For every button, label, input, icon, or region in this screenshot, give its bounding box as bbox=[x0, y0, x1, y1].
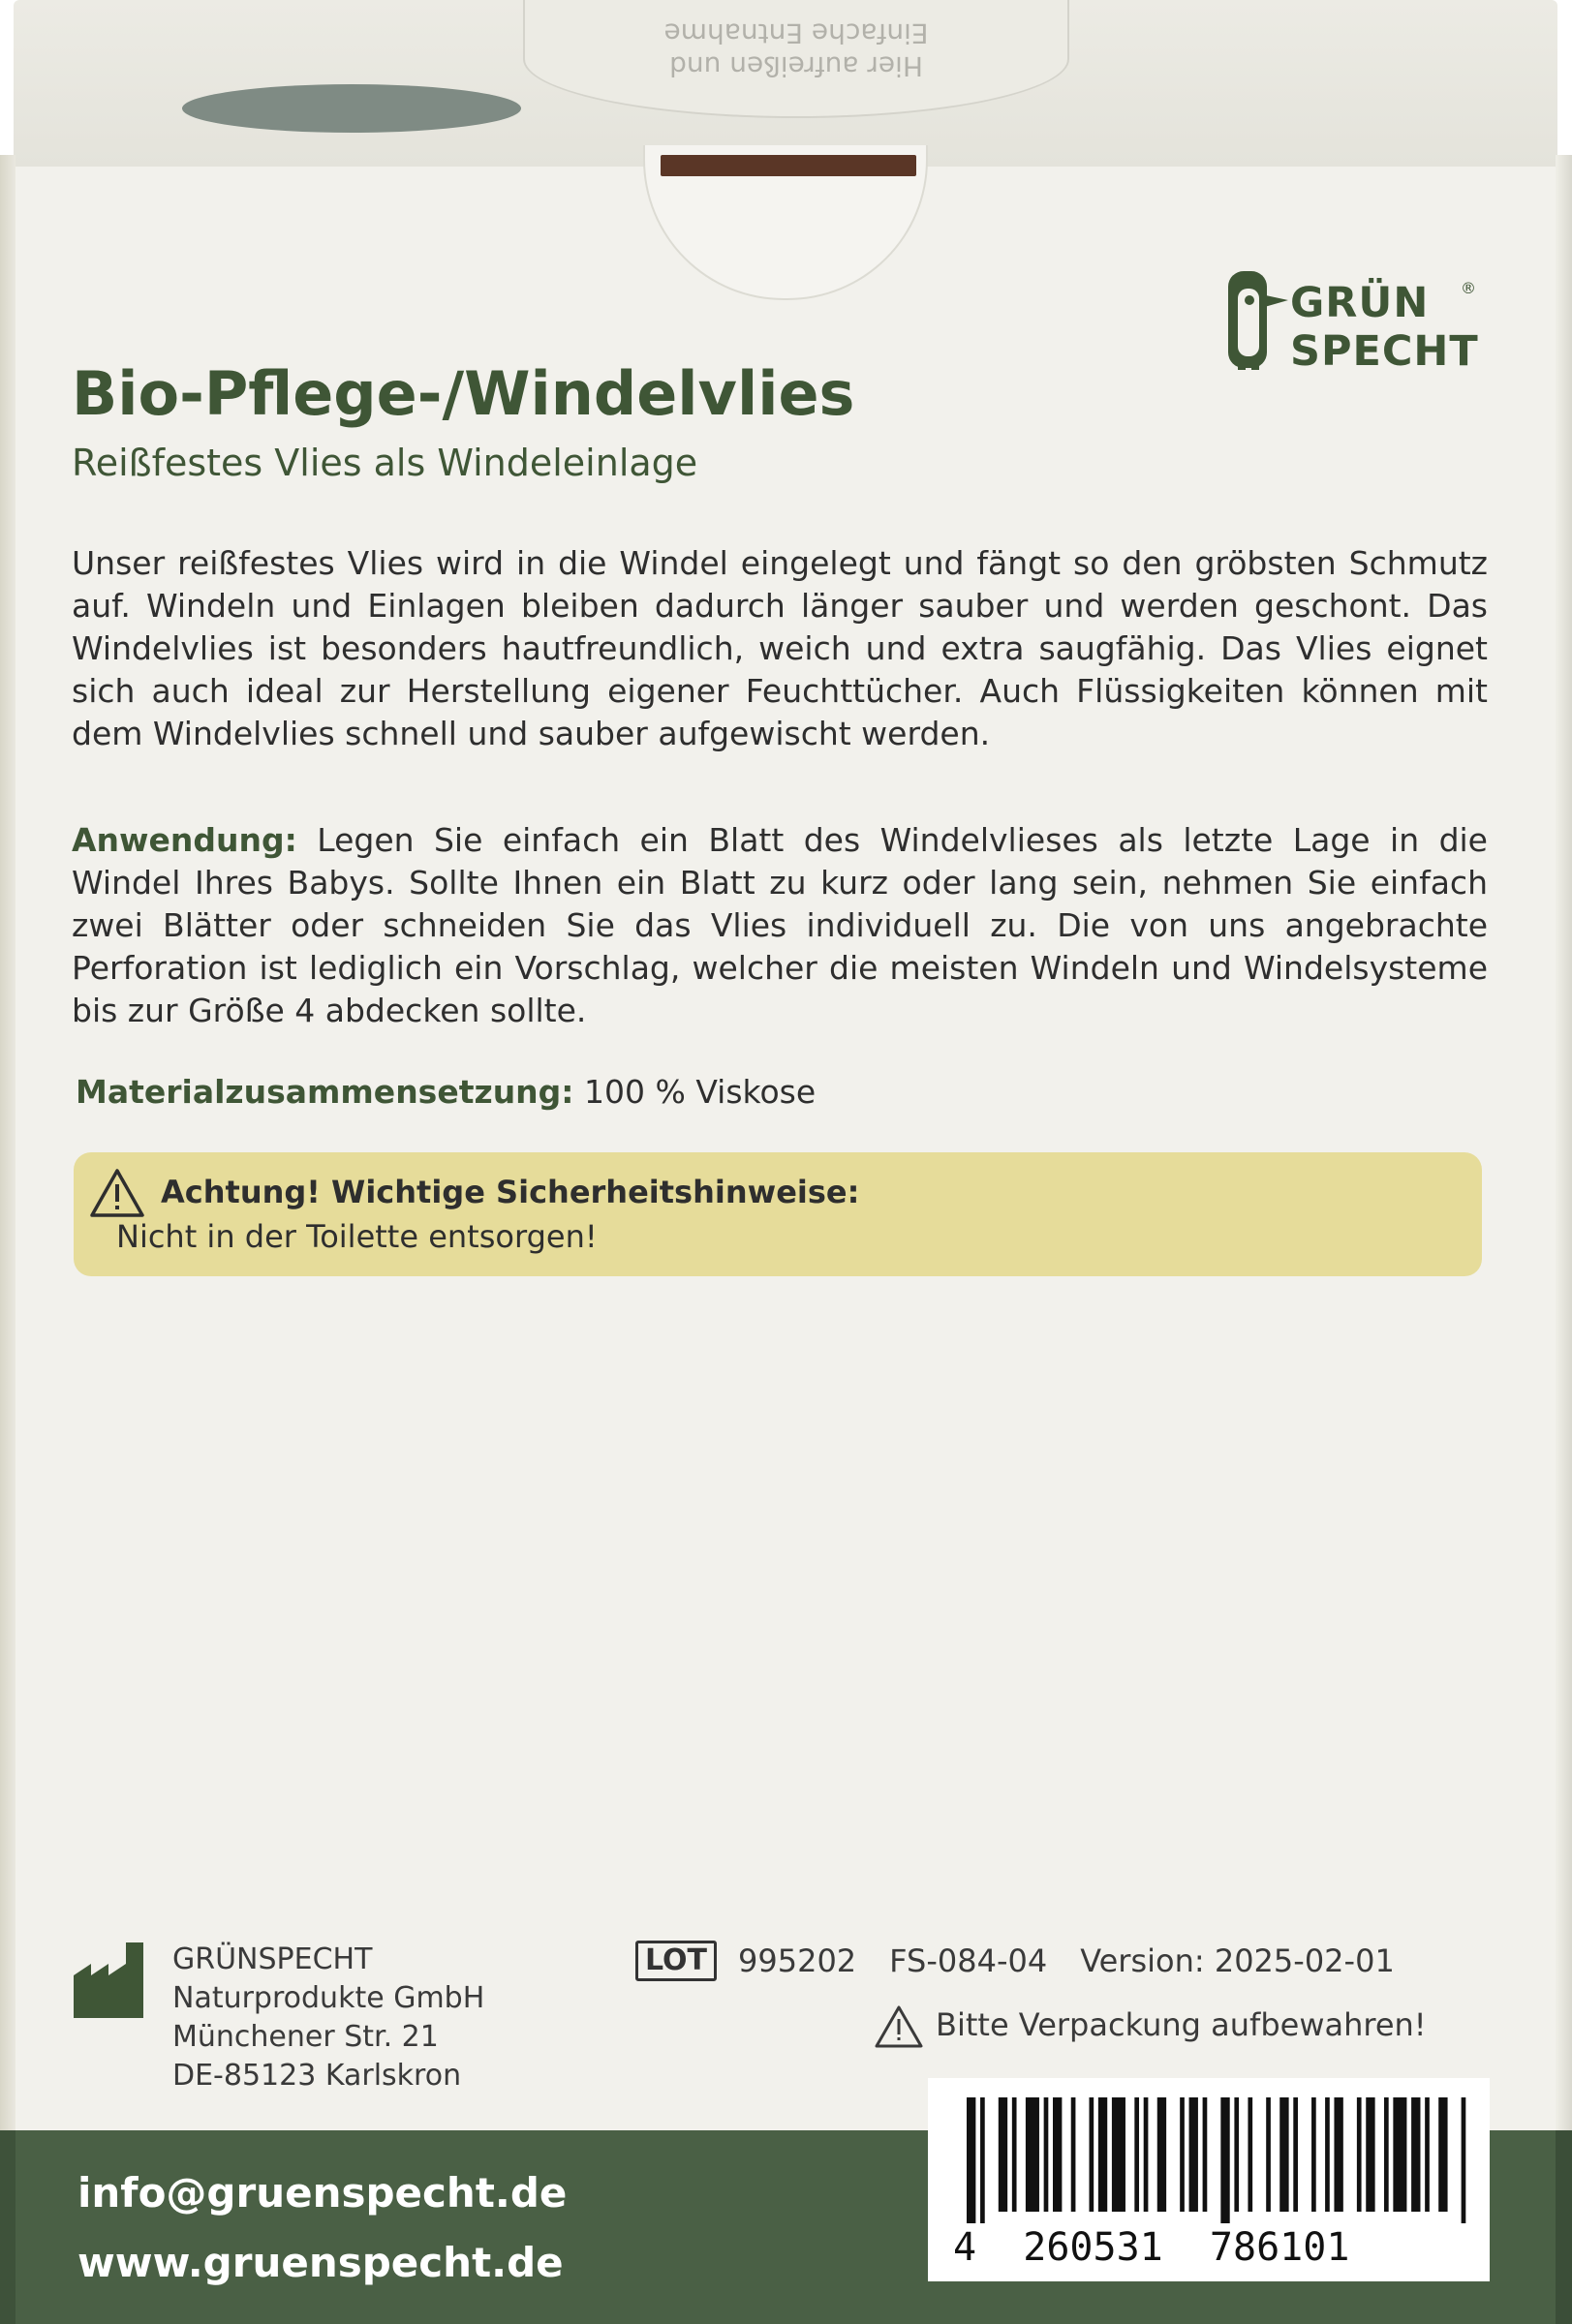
factory-icon bbox=[74, 1941, 149, 2018]
barcode-icon bbox=[967, 2097, 1470, 2223]
barcode-bar bbox=[1203, 2097, 1208, 2212]
address-line-4: DE-85123 Karlskron bbox=[172, 2059, 462, 2093]
product-description: Unser reißfestes Vlies wird in die Windel eingelegt und fängt so den gröbsten Schmutz auf. Windeln und Einlagen bleiben dadurch länger sauber und werden geschont. Das Windelvlies ist besonders hautfreundlich, weich und extra saugfähig. Das Vlies eignet sich auch ideal zur Herstellung eigener Feuchttücher. Auch Flüssigkeiten können mit dem Windelvlies schnell und sauber aufgewischt werden. bbox=[72, 544, 1488, 752]
barcode-digits: 4 260531 786101 bbox=[953, 2225, 1350, 2270]
warning-triangle-icon bbox=[874, 2004, 924, 2049]
barcode-bar bbox=[1438, 2097, 1447, 2212]
manufacturer-address bbox=[172, 1941, 484, 2095]
lot-info bbox=[738, 1942, 1395, 1979]
barcode-bar bbox=[1144, 2097, 1149, 2212]
material-line bbox=[76, 1071, 1492, 1114]
warning-triangle-icon bbox=[89, 1168, 145, 1218]
contact-website[interactable]: www.gruenspecht.de bbox=[77, 2239, 564, 2286]
usage-text: Legen Sie einfach ein Blatt des Windelvlieses als letzte Lage in die Windel Ihres Babys. Sollte Ihnen ein Blatt zu kurz oder lang sein, nehmen Sie einfach zwei Blätter oder schneiden Sie das Vlies individuell zu. Die von uns angebrachte Perforation ist lediglich ein Vorschlag, welcher die meisten Windeln und Windelsysteme bis zur Größe 4 abdecken sollte. bbox=[72, 821, 1488, 1029]
barcode-bar bbox=[1293, 2097, 1298, 2212]
box-left-edge bbox=[0, 155, 15, 2130]
brand-line-1: GRÜN bbox=[1290, 279, 1430, 327]
barcode-bar bbox=[1384, 2097, 1389, 2212]
registered-mark: ® bbox=[1461, 279, 1476, 297]
keep-packaging-notice: Bitte Verpackung aufbewahren! bbox=[936, 2006, 1427, 2043]
barcode-bar bbox=[1098, 2097, 1107, 2212]
barcode-bar bbox=[1279, 2097, 1288, 2212]
barcode-bar bbox=[1089, 2097, 1094, 2212]
mirrored-line-2: Einfache Entnahme bbox=[663, 17, 929, 49]
barcode-bar bbox=[1134, 2097, 1139, 2212]
barcode-bar bbox=[1053, 2097, 1062, 2212]
barcode-bar bbox=[1334, 2097, 1342, 2212]
warning-text: Nicht in der Toilette entsorgen! bbox=[116, 1218, 598, 1255]
top-badge bbox=[182, 84, 521, 133]
barcode-bar bbox=[1220, 2097, 1229, 2223]
barcode-bar bbox=[1462, 2097, 1466, 2223]
barcode-bar bbox=[1180, 2097, 1185, 2212]
barcode-bar bbox=[980, 2097, 985, 2223]
product-title: Bio-Pflege-/Windelvlies bbox=[72, 358, 855, 429]
barcode-bar bbox=[1248, 2097, 1252, 2212]
lot-label-box: LOT bbox=[635, 1941, 717, 1981]
barcode-bar bbox=[967, 2097, 975, 2223]
barcode-bar bbox=[1311, 2097, 1316, 2212]
material-value: 100 % Viskose bbox=[573, 1073, 817, 1111]
footer-left-edge bbox=[0, 2130, 15, 2324]
lot-number: 995202 bbox=[738, 1942, 857, 1979]
usage-label: Anwendung: bbox=[72, 821, 297, 859]
barcode-bar bbox=[1325, 2097, 1330, 2212]
barcode-bar bbox=[1071, 2097, 1076, 2212]
footer-right-edge bbox=[1556, 2130, 1572, 2324]
address-line-2: Naturprodukte GmbH bbox=[172, 1981, 485, 2015]
top-mirrored-label bbox=[523, 0, 1069, 118]
material-label: Materialzusammensetzung: bbox=[76, 1073, 574, 1111]
barcode-bar bbox=[1393, 2097, 1406, 2212]
barcode-bar bbox=[1425, 2097, 1430, 2212]
barcode-bar bbox=[1112, 2097, 1125, 2212]
barcode-bar bbox=[1411, 2097, 1420, 2212]
address-line-3: Münchener Str. 21 bbox=[172, 2020, 439, 2054]
usage-paragraph bbox=[72, 819, 1488, 1032]
product-subtitle: Reißfestes Vlies als Windeleinlage bbox=[72, 442, 698, 484]
contact-email[interactable]: info@gruenspecht.de bbox=[77, 2169, 568, 2217]
product-code: FS-084-04 bbox=[889, 1942, 1048, 1979]
box-right-edge bbox=[1556, 155, 1572, 2130]
barcode-label bbox=[928, 2078, 1490, 2281]
barcode-bar bbox=[1357, 2097, 1362, 2212]
version-date: Version: 2025-02-01 bbox=[1080, 1942, 1395, 1979]
brand-logo-text bbox=[1290, 279, 1479, 376]
barcode-bar bbox=[1044, 2097, 1049, 2212]
barcode-bar bbox=[1012, 2097, 1017, 2212]
barcode-bar bbox=[1266, 2097, 1271, 2212]
address-line-1: GRÜNSPECHT bbox=[172, 1942, 373, 1976]
barcode-bar bbox=[1234, 2097, 1239, 2212]
barcode-bar bbox=[1026, 2097, 1039, 2212]
safety-warning-box bbox=[74, 1152, 1482, 1276]
barcode-bar bbox=[1366, 2097, 1374, 2212]
warning-title: Achtung! Wichtige Sicherheitshinweise: bbox=[161, 1174, 860, 1210]
brand-line-2: SPECHT bbox=[1290, 327, 1479, 376]
barcode-bar bbox=[999, 2097, 1007, 2212]
dispenser-slot bbox=[661, 155, 916, 176]
barcode-bar bbox=[1157, 2097, 1166, 2212]
mirrored-line-1: Hier aufreißen und bbox=[669, 50, 923, 82]
barcode-bar bbox=[1189, 2097, 1198, 2212]
